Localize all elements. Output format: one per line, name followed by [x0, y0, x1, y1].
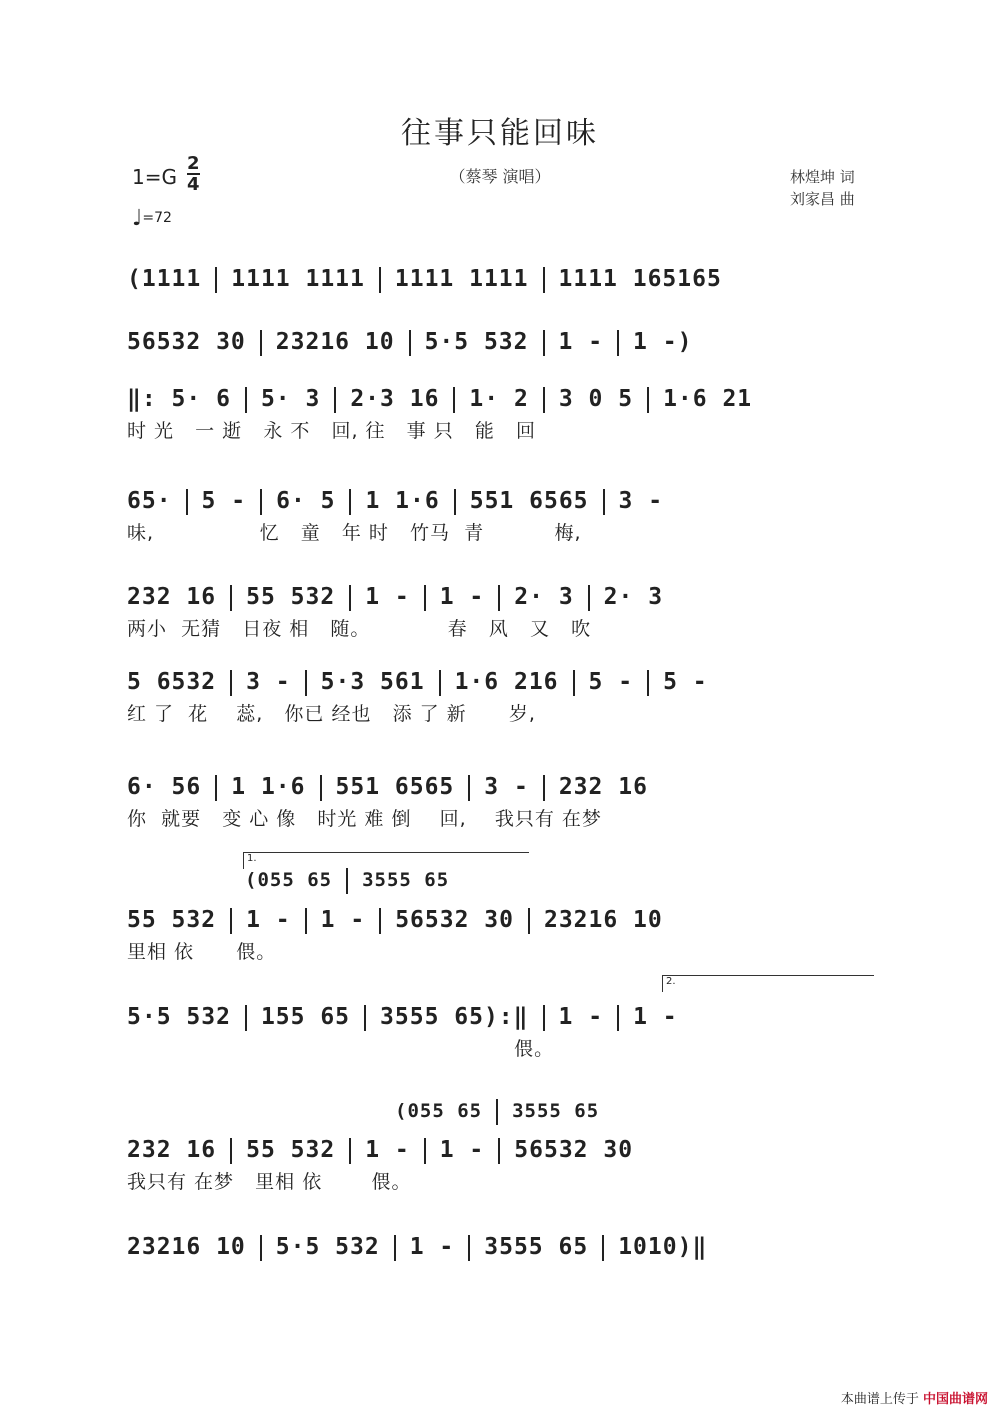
- barline: [573, 670, 575, 696]
- barline: [245, 1005, 247, 1031]
- barline: [215, 775, 217, 801]
- measure: 6· 56: [127, 774, 202, 800]
- measure: 5·5 532: [127, 1004, 231, 1030]
- measure: 56532 30: [514, 1137, 634, 1163]
- measure: 232 16: [558, 774, 648, 800]
- time-denominator: 4: [187, 174, 200, 195]
- notation-row: [127, 325, 877, 359]
- measure: 1111 1111: [231, 266, 365, 292]
- notation-row: [395, 1097, 695, 1125]
- notation-row: [127, 382, 877, 416]
- measure: 3555 65: [484, 1234, 589, 1260]
- barline: [230, 908, 232, 934]
- measure: 5 -: [588, 669, 634, 695]
- measure: 5 -: [201, 488, 247, 514]
- measure: 1010)‖: [618, 1234, 708, 1260]
- score-system: [127, 1133, 877, 1197]
- barline: [186, 489, 188, 515]
- barline: [647, 387, 649, 413]
- measure: 1 -: [365, 584, 410, 610]
- measure: 5·5 532: [424, 329, 529, 355]
- score-system: [127, 580, 877, 644]
- score-system: [127, 1230, 877, 1264]
- measure: 2· 3: [603, 584, 664, 610]
- barline: [543, 330, 545, 356]
- score-system: [127, 1000, 877, 1064]
- barline: [230, 670, 232, 696]
- lyric-line: 两小 无猜 日夜 相 随。 春 风 又 吹: [127, 618, 592, 640]
- barline: [588, 585, 590, 611]
- barline: [409, 330, 411, 356]
- measure: 56532 30: [127, 329, 246, 355]
- measure: 3 0 5: [558, 386, 634, 412]
- score-system: [127, 903, 877, 967]
- measure: (055 65: [245, 869, 333, 891]
- barline: [453, 387, 455, 413]
- barline: [346, 868, 348, 894]
- measure: 1·6 216: [454, 669, 559, 695]
- barline: [496, 1099, 498, 1125]
- measure: 3555 65):‖: [380, 1004, 529, 1030]
- lyric-line: 红 了 花 蕊, 你已 经也 添 了 新 岁,: [127, 703, 536, 725]
- quarter-note-icon: ♩: [132, 206, 143, 231]
- barline: [439, 670, 441, 696]
- measure: 3555 65: [512, 1100, 600, 1122]
- notation-row: [127, 770, 877, 804]
- barline: [230, 1138, 232, 1164]
- measure: 55 532: [127, 907, 217, 933]
- measure: 5·5 532: [275, 1234, 380, 1260]
- volta-bracket: 2.: [662, 975, 874, 992]
- barline: [305, 670, 307, 696]
- barline: [528, 908, 530, 934]
- barline: [334, 387, 336, 413]
- measure: 1111 1111: [394, 266, 529, 292]
- singer-credit: （蔡琴 演唱）: [449, 167, 551, 186]
- notation-row: [127, 580, 877, 614]
- barline: [349, 1138, 351, 1164]
- barline: [320, 775, 322, 801]
- measure: 1 -: [558, 329, 604, 355]
- measure: 551 6565: [469, 488, 589, 514]
- measure: 23216 10: [543, 907, 663, 933]
- instrumental-insert: [245, 866, 530, 894]
- notation-row: [127, 1000, 877, 1034]
- composer-credit: 刘家昌 曲: [790, 190, 855, 208]
- score-system: [127, 382, 877, 446]
- barline: [617, 1005, 619, 1031]
- lyric-line: 你 就要 变 心 像 时光 难 倒 回, 我只有 在梦: [127, 808, 602, 830]
- measure: 55 532: [246, 1137, 336, 1163]
- measure: 232 16: [127, 1137, 217, 1163]
- barline: [215, 267, 217, 293]
- barline: [349, 585, 351, 611]
- barline: [468, 775, 470, 801]
- barline: [454, 489, 456, 515]
- tempo-marking: [132, 206, 172, 231]
- volta-bracket: 1.: [243, 852, 529, 869]
- lyricist-credit: 林煌坤 词: [790, 168, 855, 186]
- barline: [617, 330, 619, 356]
- score-system: [127, 770, 877, 834]
- barline: [230, 585, 232, 611]
- barline: [364, 1005, 366, 1031]
- measure: 5 6532: [127, 669, 217, 695]
- barline: [603, 489, 605, 515]
- measure: 1 1·6: [231, 774, 306, 800]
- lyric-line: 味, 忆 童 年 时 竹马 青 梅,: [127, 522, 582, 544]
- notation-row: [127, 1230, 877, 1264]
- time-signature: [187, 154, 200, 194]
- barline: [498, 1138, 500, 1164]
- measure: 1 -: [320, 907, 366, 933]
- measure: 1 -: [558, 1004, 604, 1030]
- measure: 155 65: [260, 1004, 351, 1030]
- measure: 1 -: [633, 1004, 678, 1030]
- lyric-line: 时 光 一 逝 永 不 回, 往 事 只 能 回: [127, 420, 536, 442]
- barline: [260, 330, 262, 356]
- barline: [424, 585, 426, 611]
- measure: 1 -): [633, 329, 693, 355]
- site-logo: 中国曲谱网: [922, 1392, 988, 1407]
- barline: [543, 775, 545, 801]
- measure: (1111: [127, 266, 202, 292]
- measure: 1· 2: [469, 386, 529, 412]
- measure: 56532 30: [395, 907, 514, 933]
- measure: 3 -: [484, 774, 529, 800]
- page-title: 往事只能回味: [401, 116, 599, 151]
- instrumental-insert: [395, 1097, 695, 1125]
- measure: 1 1·6: [365, 488, 440, 514]
- lyric-line: 偎。: [127, 1038, 555, 1060]
- measure: 6· 5: [276, 488, 336, 514]
- notation-row: [127, 1133, 877, 1167]
- barline: [379, 267, 381, 293]
- measure: 5·3 561: [320, 669, 425, 695]
- measure: 1111 165165: [558, 266, 722, 292]
- score-system: [127, 484, 877, 548]
- notation-row: [127, 665, 877, 699]
- notation-row: [127, 262, 877, 296]
- measure: 2· 3: [514, 584, 574, 610]
- measure: 5 -: [663, 669, 708, 695]
- measure: 65·: [127, 488, 172, 514]
- score-system: [127, 262, 877, 296]
- measure: ‖: 5· 6: [127, 386, 231, 412]
- measure: 1·6 21: [663, 386, 753, 412]
- lyric-line: 里相 依 偎。: [127, 941, 277, 963]
- measure: 23216 10: [127, 1234, 246, 1260]
- measure: 232 16: [127, 584, 217, 610]
- barline: [647, 670, 649, 696]
- measure: (055 65: [395, 1100, 483, 1122]
- measure: 1 -: [246, 907, 291, 933]
- barline: [305, 908, 307, 934]
- measure: 1 -: [439, 584, 485, 610]
- measure: 55 532: [246, 584, 336, 610]
- notation-row: [127, 484, 877, 518]
- barline: [602, 1235, 604, 1261]
- score-system: [127, 665, 877, 729]
- time-numerator: 2: [187, 153, 200, 174]
- measure: 23216 10: [275, 329, 395, 355]
- barline: [394, 1235, 396, 1261]
- footer: [841, 1388, 988, 1407]
- measure: 1 -: [439, 1137, 485, 1163]
- measure: 3 -: [246, 669, 291, 695]
- barline: [468, 1235, 470, 1261]
- barline: [543, 387, 545, 413]
- measure: 551 6565: [335, 774, 455, 800]
- notation-row: [127, 903, 877, 937]
- footer-text: 本曲谱上传于: [840, 1392, 919, 1407]
- barline: [349, 489, 351, 515]
- barline: [543, 267, 545, 293]
- measure: 1 -: [365, 1137, 410, 1163]
- barline: [260, 489, 262, 515]
- barline: [498, 585, 500, 611]
- score-system: [127, 325, 877, 359]
- measure: 5· 3: [260, 386, 321, 412]
- lyric-line: 我只有 在梦 里相 依 偎。: [127, 1171, 412, 1193]
- barline: [379, 908, 381, 934]
- measure: 2·3 16: [350, 386, 440, 412]
- tempo-value: =72: [142, 210, 172, 226]
- barline: [543, 1005, 545, 1031]
- barline: [245, 387, 247, 413]
- barline: [260, 1235, 262, 1261]
- measure: 3555 65: [362, 869, 450, 891]
- barline: [424, 1138, 426, 1164]
- measure: 1 -: [409, 1234, 455, 1260]
- notation-row: [245, 866, 530, 894]
- key-signature: 1=G: [132, 165, 177, 189]
- measure: 3 -: [618, 488, 664, 514]
